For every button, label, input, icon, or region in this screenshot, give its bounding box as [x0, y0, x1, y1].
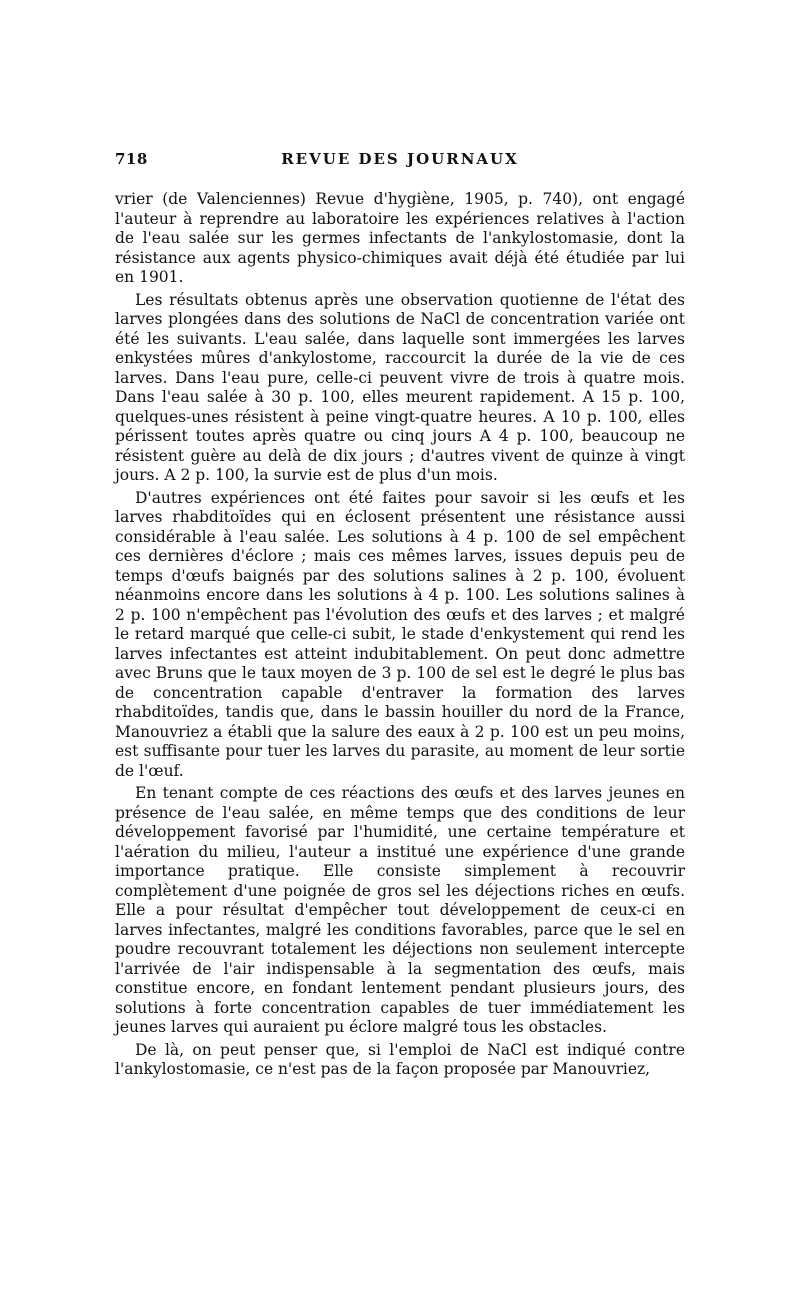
paragraph-results: Les résultats obtenus après une observation quotienne de l'état des larves plongées dans des solutions de NaCl de concentration variée ont été les suivants. L'eau salée, dans laquelle sont immergées les larves enkystées mûres d'ankylostome, raccourcit la durée de la vie de ces larves. Dans l'eau pure, celle-ci peuvent vivre de trois à quatre mois. Dans l'eau salée à 30 p. 100, elles meurent rapidement. A 15 p. 100, quelques-unes résistent à peine vingt-quatre heures. A 10 p. 100, elles périssent toutes après quatre ou cinq jours A 4 p. 100, beaucoup ne résistent guère au delà de dix jours ; d'autres vivent de quinze à vingt jours. A 2 p. 100, la survie est de plus d'un mois. [115, 290, 685, 484]
running-head [115, 150, 685, 176]
paragraph-continued: vrier (de Valenciennes) Revue d'hygiène, 1905, p. 740), ont engagé l'auteur à reprendre au laboratoire les expériences relatives à l'action de l'eau salée sur les germes infectants de l'ankylostomasie, dont la résistance aux agents physico-chimiques avait déjà été étudiée par lui en 1901. [115, 190, 685, 286]
page-number: 718 [115, 150, 148, 168]
paragraph-practical-experiment: En tenant compte de ces réactions des œufs et des larves jeunes en présence de l'eau salée, en même temps que des conditions de leur développement favorisé par l'humidité, une certaine température et l'aération du milieu, l'auteur a institué une expérience d'une grande importance pratique. Elle consiste simplement à recouvrir complètement d'une poignée de gros sel les déjections riches en œufs. Elle a pour résultat d'empêcher tout développement de ceux-ci en larves infectantes, malgré les conditions favorables, parce que le sel en poudre recouvrant totalement les déjections non seulement intercepte l'arrivée de l'air indispensable à la segmentation des œufs, mais constitue encore, en fondant lentement pendant plusieurs jours, des solutions à forte concentration capables de tuer immédiatement les jeunes larves qui auraient pu éclore malgré tous les obstacles. [115, 784, 685, 1036]
paragraph-eggs-experiments: D'autres expériences ont été faites pour savoir si les œufs et les larves rhabditoïdes qui en éclosent présentent une résistance aussi considérable à l'eau salée. Les solutions à 4 p. 100 de sel empêchent ces dernières d'éclore ; mais ces mêmes larves, issues depuis peu de temps d'œufs baignés par des solutions salines à 2 p. 100, évoluent néanmoins encore dans les solutions à 4 p. 100. Les solutions salines à 2 p. 100 n'empêchent pas l'évolution des œufs et des larves ; et malgré le retard marqué que celle-ci subit, le stade d'enkystement qui rend les larves infectantes est atteint indubitablement. On peut donc admettre avec Bruns que le taux moyen de 3 p. 100 de sel est le degré le plus bas de concentration capable d'entraver la formation des larves rhabditoïdes, tandis que, dans le bassin houiller du nord de la France, Manouvriez a établi que la salure des eaux à 2 p. 100 est un peu moins, est suffisante pour tuer les larves du parasite, au moment de leur sortie de l'œuf. [115, 488, 685, 780]
paragraph-conclusion: De là, on peut penser que, si l'emploi de NaCl est indiqué contre l'ankylostomasie, ce n'est pas de la façon proposée par Manouvriez, [115, 1040, 685, 1078]
document-page [115, 150, 685, 1083]
journal-title: REVUE DES JOURNAUX [281, 150, 519, 168]
